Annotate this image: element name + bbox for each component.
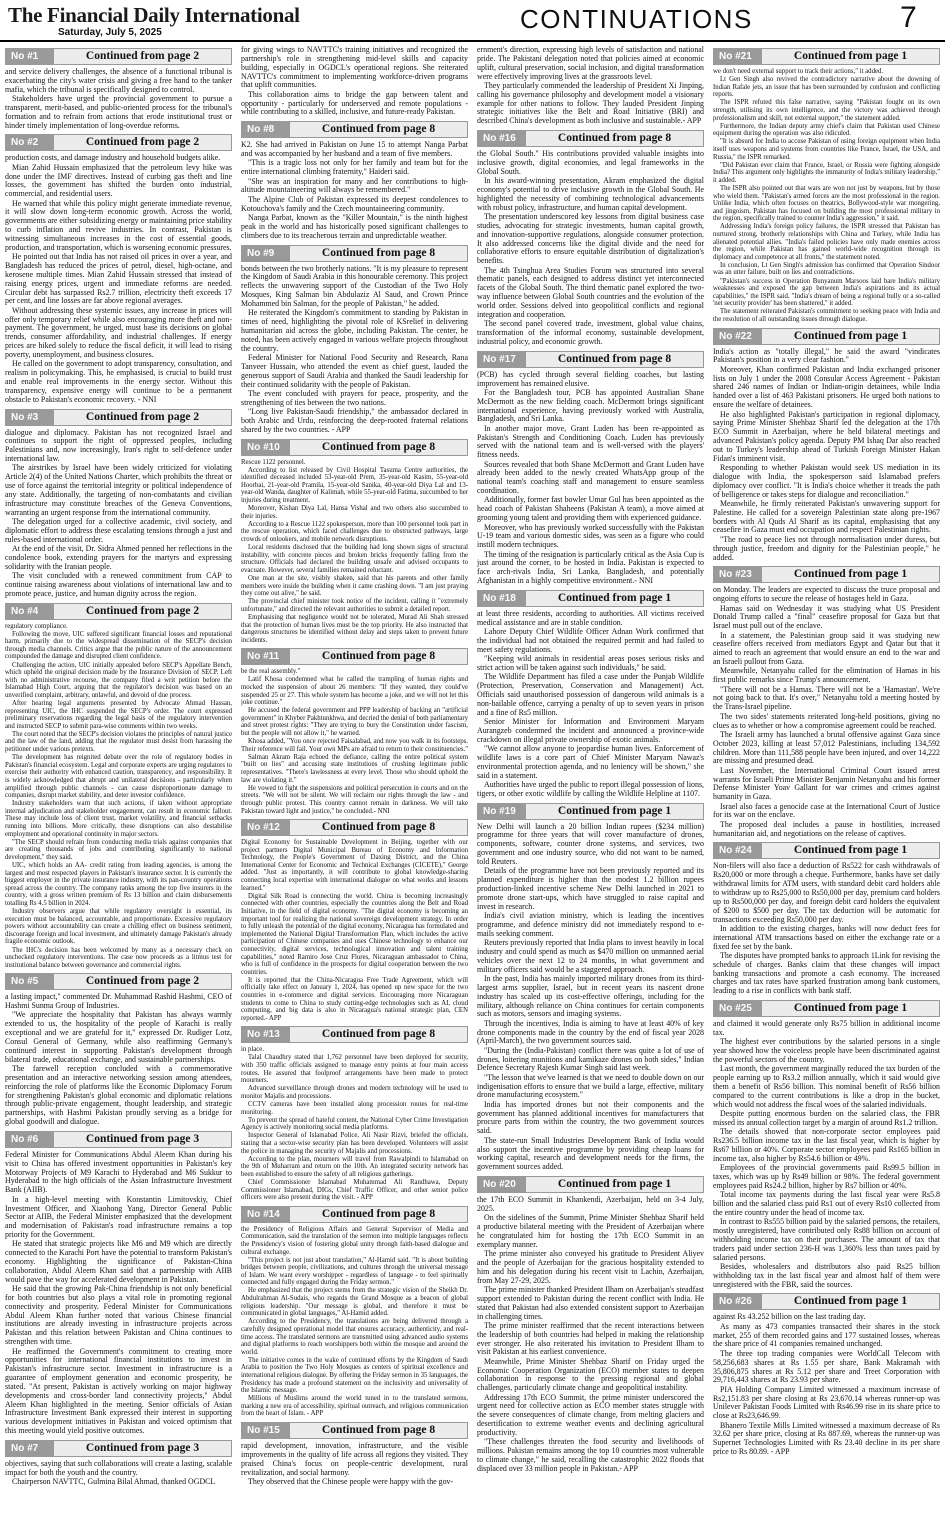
article-paragraph: They particularly commended the leadership of President Xi Jinping, calling his governance philosophy and development model a visionary example for other nations to follow. They lauded President Jinping strategic initiatives like the Belt and Road Initiative (BRI) and described China's development as both inclusive and sustainable.- APP (477, 80, 704, 126)
article-paragraph: Inspector General of Islamabad Police, Ali Nasir Rizvi, briefed the officials, stating that a sector-wise security plan has been developed. Volunteers will assist the police in managing the security of Majalis and processions. (241, 1132, 468, 1155)
continued-from-label: Continued from page 1 (762, 843, 939, 858)
article-paragraph: He reaffirmed the Government's commitment to creating more opportunities for international financial institutions to invest in Pakistan's infrastructure sector. Investment in infrastructure is a guarantee of employment generation and economic prosperity, he stated. "At present, Pakistan is actively working on major highway developments and cross-border land connectivity projects," Abdul Aleem Khan highlighted in the meeting. Senior officials of Asian Infrastructure Investment Bank expressed their interest in supporting various development initiatives in Pakistan and voiced optimism that this meeting would yield positive outcomes. (5, 1346, 232, 1436)
continuation-header (713, 842, 940, 859)
article-paragraph: After hearing legal arguments presented by Advocate Ahmad Hassan, representing UIC, the IHC suspended the SECP's order. The court expressed preliminary reservations regarding the legal basis of the regulatory intervention and instructed SECP to submit para-wise comments within two weeks. (5, 700, 232, 730)
continuation-article (477, 130, 704, 347)
article-paragraph: The development has reignited debate over the role of regulatory bodies in Pakistan's financial ecosystem. Legal and corporate experts are urging regulators to exercise their authority with enhanced caution, transparency, and responsibility. It is widely acknowledged that abrupt and unilateral decisions - particularly when amplified through public channels - can cause disproportionate damage to companies, disrupt market stability, and deter investor confidence. (5, 754, 232, 800)
article-paragraph: The statement reiterated Pakistan's commitment to seeking peace with India and the resolution of all outstanding issues through dialogue. (713, 308, 940, 323)
article-paragraph: be the real assembly." (241, 668, 301, 676)
article-paragraph: Furthermore, the Indian deputy army chief's claim that Pakistan used Chinese equipment during the operation was also ridiculed. (713, 122, 940, 138)
article-paragraph: Senior Minister for Information and Environment Maryam Aurangzeb condemned the incident and announced a province-wide crackdown on illegal private ownership of exotic animals. (477, 717, 704, 744)
article-paragraph: Despite putting enormous burden on the salaried class, the FBR missed its annual collection target by a margin of around Rs1.2 trillion. (713, 1109, 940, 1127)
continued-from-label: Continued from page 8 (526, 352, 703, 367)
article-paragraph: ernment's direction, expressing high levels of satisfaction and national pride. The Pakistani delegation noted that policies aimed at economic uplift, cultural preservation, social inclusion, and digital transformation were effectively improving lives at the grassroots level. (477, 46, 704, 81)
article-paragraph: "She was an inspiration for many and her contributions to high-altitude mountaineering will always be remembered." (241, 176, 468, 195)
article-paragraph: The initiative comes in the wake of continued efforts by the Kingdom of Saudi Arabia to position the Two Holy Mosques as centers of spiritual excellence and international religious dialogue. By offering the Friday sermon in 35 languages, the Presidency has made a profound statement on the inclusivity and universality of the Islamic message. (241, 1356, 468, 1395)
continuation-number: No #18 (478, 591, 526, 606)
article-paragraph: Besides, wholesalers and distributors also paid Rs25 billion withholding tax in the last fiscal year and almost half of them were unregistered with the FBR, said the sources. (713, 1261, 940, 1289)
article-paragraph: (PCB) has cycled through several fielding coaches, but lasting improvement has remained elusive. (477, 369, 704, 388)
continuation-header (713, 566, 940, 583)
continuation-article (241, 1422, 468, 1487)
article-paragraph: Industry observers argue that while regulatory oversight is essential, its execution must be balanced, accountable, and proportionate. Excessive regulatory powers without accountability can create a chilling effect on business sentiment, discourage foreign and local investment, and ultimately damage Pakistan's already fragile economic outlook. (5, 908, 232, 946)
article-paragraph: India's civil aviation ministry, which is leading the incentives programme, and defence ministry did not immediately respond to e-mails seeking comment. (477, 911, 704, 938)
article-paragraph: According to the Presidency, the translations are being delivered through a carefully designed operational model that ensures accuracy, authenticity, and real-time access. The translated sermons are transmitted using advanced audio systems and digital platforms to reach worshippers both within the mosque and around the world. (241, 1318, 468, 1356)
continued-from-label: Continued from page 8 (290, 649, 467, 664)
continuation-article (241, 46, 468, 117)
continued-from-label: Continued from page 2 (54, 410, 231, 425)
article-paragraph: Addressing 17th ECO Summit, the prime minister underscored the urgent need for collective action as ECO member states struggle with the severe consequences of climate change, from melting glaciers and desertification to extreme weather events and declining agricultural productivity. (477, 1392, 704, 1437)
article-paragraph: Salman Akram Raja echoed the defiance, calling the entire political system "built on lies" and accusing state institutions of crushing legitimate public representatives. "There's lawlessness at every level. Those who should uphold the law are violating it." (241, 753, 468, 784)
continuation-header (241, 245, 468, 262)
article-paragraph: Chief Commissioner Islamabad Muhammad Ali Randhawa, Deputy Commissioner Islamabad, DIGs, Chief Traffic Officer, and other senior police officers were also present during the visit. - APP (241, 1178, 468, 1202)
article-paragraph: Millions of Muslims around the world tuned in to the translated sermons, marking a new era of accessibility, spiritual outreach, and religious communication from the heart of Islam. - APP (241, 1395, 468, 1418)
article-paragraph: Khosa added, "You once rejected Faisalabad, and now you walk in its footsteps. Their reference will fail. Your own MPs are afraid to return to their constituencies." (241, 738, 468, 753)
article-paragraph: "We appreciate the hospitality that Pakistan has always warmly extended to us, the hospitality of the people of Karachi is really exceptional and we are grateful for it," expressed Dr. Rudiger Lotz, Consul General of Germany, while also reaffirming Germany's continued interest in supporting Pakistan's development through bilateral trade, educational exchange, and sustainable partnerships. (5, 1010, 232, 1064)
continuation-number: No #8 (242, 122, 290, 137)
article-paragraph: On the sidelines of the Summit, Prime Minister Shehbaz Sharif held a productive bilateral meeting with the President of Azerbaijan where he congratulated him for hosting the 17th ECO Summit in an exemplary manner. (477, 1213, 704, 1249)
article-paragraph: Mian Zahid Hussain emphasized that the petroleum levy hike was done under the IMF directives. Instead of curbing gas theft and line losses, the government has shifted the burden onto industrial, commercial, and residential users. (5, 162, 232, 199)
article-paragraph: "Long live Pakistan-Saudi friendship," the ambassador declared in both Arabic and Urdu, reinforcing the deep-rooted fraternal relations shared by the two countries. - APP (241, 407, 468, 434)
article-paragraph: Lahore Deputy Chief Wildlife Officer Adnan Work confirmed that the individual had not obtained the required permit and had failed to meet safety regulations. (477, 627, 704, 654)
continuation-article (241, 439, 468, 645)
continuation-number: No #15 (242, 1423, 290, 1438)
article-paragraph: dialogue and diplomacy. Pakistan has not recognized Israel and continues to support the right of oppressed peoples, including Palestinians and, now increasingly, Iran's right to self-defence under international law. (5, 427, 232, 464)
article-paragraph: The Wildlife Department has filed a case under the Punjab Wildlife (Protection, Preservation, Conservation and Management) Act. Officials said unauthorised possession of dangerous wild animals is a non-bailable offence, carrying a penalty of up to seven years in prison and a fine of Rs5 million. (477, 672, 704, 717)
article-paragraph: The Alpine Club of Pakistan expressed its deepest condolences to Kotouchova's family and the Czech mountaineering community. (241, 194, 468, 213)
article-paragraph: Moreover, who has previously worked successfully with the Pakistan U-19 team and various domestic sides, was seen as a figure who could instill modern techniques. (477, 522, 704, 550)
article-paragraph: Stakeholders have urged the provincial government to pursue a transparent, merit-based, and public-oriented process for the tribunal's formation and to refrain from actions that erode institutional trust or hinder timely implementation of long-overdue reforms. (5, 94, 232, 130)
continuation-number: No #12 (242, 820, 290, 835)
continued-from-label: Continued from page 8 (290, 246, 467, 261)
continuation-article (241, 819, 468, 1022)
article-paragraph: "The lesson that we've learned is that we need to double down on our indigenisation efforts to ensure that we build a large, effective, military drone manufacturing ecosystem." (477, 1072, 704, 1100)
article-paragraph: At the end of the visit, Dr. Sidra Ahmed penned her reflections in the condolence book, extending prayers for the martyrs and expressing solidarity with the Iranian people. (5, 544, 232, 571)
continued-from-label: Continued from page 3 (54, 1441, 231, 1456)
page-number: 7 (900, 1, 917, 34)
article-paragraph: Digital Silk Road is connecting the world. China is becoming increasingly connected with other countries, especially the countries along the Belt and Road Initiative, in the field of digital economy. "The digital economy is becoming an important tool for realizing the national sovereign development strategy. In order to fully unleash the potential of the digital economy, Nicaragua has formulated and implemented the National Digital Transformation Plan, which includes the active participation of Chinese companies and uses Chinese technology to enhance our connectivity, digital services, technological innovation and talent training capabilities," noted Ramiro Jose Cruz Flores, Nicaraguan ambassador to China, who is full of confidence in the prospects for digital cooperation between the two countries. (241, 892, 468, 976)
continuation-number: No #24 (714, 843, 762, 858)
article-paragraph: He said that the growing Pak-China friendship is not only beneficial for both countries but also plays a vital role in promoting regional connectivity and prosperity. Federal Minister for Communications Abdul Aleem Khan further noted that various Chinese financial institutions are already investing in infrastructure projects across Pakistan and this relation between Pakistan and China continues to strengthen with time. (5, 1284, 232, 1347)
continuation-article (5, 603, 232, 970)
continuation-header (713, 1000, 940, 1017)
article-paragraph: Employees of the provincial governments paid Rs99.5 billion in taxes, which was up by Rs49 billion or 98%. The federal government employees paid Rs24.2 billion, higher by Rs7 billion or 40%. (713, 1163, 940, 1190)
continuation-number: No #7 (6, 1441, 54, 1456)
article-paragraph: Hamas said on Wednesday it was studying what US President Donald Trump called a "final" ceasefire proposal for Gaza but that Israel must pull out of the enclave. (713, 603, 940, 631)
continuation-header (477, 590, 704, 607)
article-paragraph: He pointed out that India has not raised oil prices in over a year, and Bangladesh has reduced the prices of petrol, diesel, high-octane, and kerosene multiple times. Mian Zahid Hussain stressed that instead of raising energy prices, urgent and immediate reforms are needed. Circular debt has surpassed Rs2.7 trillion, electricity theft exceeds 17 per cent, and line losses are far above regional averages. (5, 252, 232, 306)
continuation-header (5, 409, 232, 426)
article-paragraph: rapid development, innovation, infrastructure, and the visible improvements in the quality of life across all regions they visited. They praised China's focus on people-centric development, rural revitalization, and social harmony. (241, 1441, 468, 1477)
article-paragraph: objectives, saying that such collaborations will create a lasting, scalable impact for both the youth and the country. (5, 1458, 232, 1477)
article-paragraph: Without addressing these systemic issues, any increase in prices will offer only temporary relief while also encouraging more theft and non-payment. The government, he urged, must base its decisions on global trends, consumer affordability, and industrial challenges. If energy prices are hiked solely to reduce the fiscal deficit, it will lead to rising poverty, unemployment, and business closures. (5, 305, 232, 359)
continuation-header (713, 48, 940, 65)
continuation-article (477, 1176, 704, 1474)
article-paragraph: In addition to the existing charges, banks will now deduct fees for international ATM transactions based on either the exchange rate or a fixed fee set by the bank. (713, 923, 940, 951)
article-paragraph: UIC, which holds an AA- credit rating from leading agencies, is among the largest and most respected players in Pakistan's insurance sector. It is currently the biggest employer in the private insurance industry, with its pan-country operations spread across the country. The company ranks among the top five insurers in the country, with a gross written premium of Rs 13 billion and claim disbursements totalling Rs 4.5 billion in 2024. (5, 861, 232, 907)
continuation-number: No #14 (242, 1207, 290, 1222)
article-paragraph: One man at the site, visibly shaken, said that his parents and other family members were inside the building when it came crashing down. "I am just praying they come out alive," he said. (241, 574, 468, 598)
continued-from-label: Continued from page 1 (762, 1294, 939, 1309)
continued-from-label: Continued from page 8 (290, 440, 467, 455)
article-paragraph: PIA Holding Company Limited witnessed a maximum increase of Rs2,151.83 per share closing at Rs 23,670.14 whereas runner-up was Unilever Pakistan Foods Limited with Rs46.99 rise in its share price to close at Rs23,646.99. (713, 1384, 940, 1421)
article-paragraph: "It is absurd for India to accuse Pakistan of using foreign equipment when India itself uses weapons and systems from countries like France, Israel, the USA, and Russia," the ISPR remarked. (713, 138, 940, 161)
article-paragraph: Digital Economy for Sustainable Development in Beijing, together with our project partners Digital Municipal Bureau of Economy and Information Technology, the People's Government of Daxing District, and the China International Center for Economic and Technical Exchanges (CICETE)," George added. "Just as importantly, it will contribute to global knowledge-sharing connecting local expertise with international dialogue on what works and lessons learned." (241, 839, 468, 892)
article-paragraph: The ISPR refuted this false narrative, saying "Pakistan fought on its own strength, utilising its own intelligence, and the victory was achieved through professionalism and skill, not external support," the statement added. (713, 99, 940, 122)
continuation-number: No #19 (478, 804, 526, 819)
article-paragraph: Details of the programme have not been previously reported and its planned expenditure is higher than the modest 1.2 billion rupees production-linked incentive scheme New Delhi launched in 2021 to promote drone start-ups, which have struggled to raise capital and invest in research. (477, 866, 704, 911)
newspaper-logo: The Financial Daily International (8, 3, 300, 27)
continuation-header (5, 134, 232, 151)
article-paragraph: The event concluded with prayers for peace, prosperity, and the strengthening of ties between the two nations. (241, 388, 468, 407)
continuation-header (241, 819, 468, 836)
article-paragraph: Industry stakeholders warn that such actions, if taken without appropriate internal adjudication and stakeholder engagement, can result in economic fallout. These may include loss of client trust, market volatility, and financial setbacks running into billions. More critically, these disruptions can also destabilise employment and operational continuity in major sectors. (5, 800, 232, 838)
article-paragraph: It is reported that the China-Nicaragua Free Trade Agreement, which will officially take effect on January 1, 2024, has opened up new space for the two countries in e-commerce and digital services. Encouraging more Nicaraguan students to come to China to study cutting-edge technologies such as AI, cloud computing, and big data is also in Nicaragua's national strategic plan, CEN reported.- APP (241, 976, 468, 1022)
continuation-number: No #20 (478, 1177, 526, 1192)
continuation-article (713, 566, 940, 838)
article-paragraph: India has imported drones but not their components and the government has planned additional incentives for manufacturers that procure parts from within the country, the two government sources said. (477, 1099, 704, 1136)
article-paragraph: In his award-winning presentation, Akram emphasized the digital economy's potential to drive inclusive growth in the Global South. He highlighted the necessity of combining technological advancements with robust policy, infrastructure, and human capital development. (477, 176, 704, 212)
continued-from-label: Continued from page 8 (290, 1423, 467, 1438)
article-paragraph: against Rs 43.252 billion on the last trading day. (713, 1312, 866, 1322)
article-paragraph: In a statement, the Palestinian group said it was studying new ceasefire offers received from mediators Egypt and Qatar but that it aimed to reach an agreement that would ensure an end to the war and an Israeli pullout from Gaza. (713, 630, 940, 667)
continuation-number: No #22 (714, 329, 762, 344)
article-paragraph: Chairperson NAVTTC, Gulmina Bilal Ahmad, thanked OGDCL (12, 1477, 216, 1487)
continuation-article (241, 1206, 468, 1418)
continuation-article (5, 1440, 232, 1487)
continuation-article (477, 803, 704, 1172)
article-paragraph: In the past, India has mainly imported military drones from its third-largest arms supplier, Israel, but in recent years its nascent drone industry has scaled up its cost-effective offerings, including for the military, although reliance on China continues for certain components such as motors, sensors and imaging systems. (477, 973, 704, 1019)
continued-from-label: Continued from page 2 (54, 604, 231, 619)
continued-from-label: Continued from page 3 (54, 1132, 231, 1147)
article-paragraph: The 4th Tsinghua Area Studies Forum was structured into several thematic panels, each designed to address distinct yet interconnected facets of the Global South. The third thematic panel explored the two-way influence between Global South countries and the evolution of the world order. Sessions delved into geopolitical conflicts and regional integration and cooperation. (477, 265, 704, 319)
continuation-number: No #2 (6, 135, 54, 150)
continuation-number: No #3 (6, 410, 54, 425)
article-paragraph: regulatory compliance. (5, 622, 68, 630)
continuation-number: No #5 (6, 974, 54, 989)
continuation-header (241, 439, 468, 456)
continuation-header (5, 603, 232, 620)
continuation-article (5, 134, 232, 404)
article-paragraph: According to the plan, mourners will travel from Rawalpindi to Islamabad on the 9th of Muharram and return on the 10th. An integrated security network has been established to ensure the safety of all religious gatherings. (241, 1155, 468, 1178)
article-paragraph: Last November, the International Criminal Court issued arrest warrants for Israeli Prime Minister Benjamin Netanyahu and his former Defense Minister Yoav Gallant for war crimes and crimes against humanity in Gaza. (713, 765, 940, 802)
continuation-number: No #23 (714, 567, 762, 582)
continuation-header (5, 1131, 232, 1148)
article-paragraph: K2. She had arrived in Pakistan on June 15 to attempt Nanga Parbat and was accompanied by her husband and a team of five members. (241, 140, 468, 159)
article-paragraph: The second panel covered trade, investment, global value chains, transformation of the informal economy, sustainable development, industrial policy, and economic growth. (477, 319, 704, 346)
article-paragraph: Talal Chaudhry stated that 1,762 personnel have been deployed for security, with 350 traffic officials assigned to manage entry points at four main access routes. He assured that foolproof arrangements have been made to protect mourners. (241, 1054, 468, 1085)
article-paragraph: Nanga Parbat, known as the "Killer Mountain," is the ninth highest peak in the world and has historically posed significant challenges to climbers due to its treacherous terrain and unpredictable weather. (241, 213, 468, 240)
continuation-article (5, 48, 232, 130)
article-paragraph: He called on the government to adopt transparency, consultation, and realism in policymaking. This, he emphasised, is crucial to build trust and enable real improvements in the energy sector. Without this transparency, expensive energy will continue to be a permanent obstacle to Pakistan's economic recovery. - NNI (5, 359, 232, 404)
article-paragraph: The Israeli army has launched a brutal offensive against Gaza since October 2023, killing at least 57,012 Palestinians, including 134,592 children. More than 111,588 people have been injured, and over 14,222 are missing and presumed dead. (713, 729, 940, 766)
continuation-number: No #25 (714, 1001, 762, 1016)
article-paragraph: Bhanero Textile Mills Limited witnessed a maximum decrease of Rs 32.62 per share price, closing at Rs 887.69, whereas the runner-up was Supernet Technologies Limited with Rs 23.40 decline in its per share price to Rs 80.89. - APP (713, 1420, 940, 1457)
article-paragraph: The prime minister also conveyed his gratitude to President Aliyev and the people of Azerbaijan for the gracious hospitality extended to him and his delegation during his recent visit to Lachin, Azerbaijan, from May 27-29, 2025. (477, 1249, 704, 1285)
article-paragraph: "The road to peace lies not through normalisation under duress, but through justice, freedom and dignity for the Palestinian people," he added. (713, 534, 940, 562)
article-paragraph: the Global South." His contributions provided valuable insights into inclusive growth, digital economies, and legal frameworks in the Global South. (477, 149, 704, 176)
article-paragraph: The two sides' statements reiterated long-held positions, giving no clues as to whether or how a compromise agreement could be reached. (713, 711, 940, 730)
article-paragraph: The prime minister thanked President Ilham on Azerbaijan's steadfast support extended to Pakistan during the recent conflict with India. He stated that Pakistan had also extended consistent support to Azerbaijan in challenging times. (477, 1284, 704, 1321)
article-paragraph: "We cannot allow anyone to jeopardise human lives. Enforcement of wildlife laws is a core part of Chief Minister Maryam Nawaz's environmental protection agenda, and no leniency will be shown," she said in a statement. (477, 744, 704, 780)
article-paragraph: To prevent the spread of hateful content, the National Cyber Crime Investigation Agency is actively monitoring social media platforms. (241, 1116, 468, 1132)
continuation-header (241, 1026, 468, 1043)
continuation-header (241, 1422, 468, 1439)
article-paragraph: Following the move, UIC suffered significant financial losses and reputational harm, primarily due to the widespread dissemination of the SECP's decision through media channels. Critics argue that the public nature of the announcement compounded the damage and disrupted client confidence. (5, 630, 232, 661)
article-paragraph: Meanwhile, Netanyahu called for the elimination of Hamas in his first public remarks since Trump's announcement. (713, 666, 940, 685)
article-paragraph: According to a Rescue 1122 spokesperson, more than 100 personnel took part in the rescue operation, which faced challenges due to obstructed pathways, large crowds of onlookers, and mobile network disruptions. (241, 520, 468, 543)
news-column (5, 46, 232, 1524)
article-paragraph: The IHC's decision has been welcomed by many as a necessary check on unchecked regulatory interventions. The case now proceeds as a litmus test for institutional balance between governance and commercial rights. (5, 946, 232, 969)
article-paragraph: Moreover, Khan confirmed Pakistan and India exchanged prisoner lists on July 1 under the 2008 Consular Access Agreement - Pakistan shared 246 names of Indian or Indian-origin detainees, while India handed over a list of 463 Pakistani prisoners. He urged both nations to ensure the welfare of detainees. (713, 364, 940, 410)
continuation-number: No #10 (242, 440, 290, 455)
article-paragraph: He reiterated the Kingdom's commitment to standing by Pakistan in times of need, highlighting the pivotal role of KSrelief in delivering humanitarian aid across the globe, including Pakistan. The center, he noted, has been actively engaged in various welfare projects throughout the country. (241, 308, 468, 353)
continuation-header (241, 648, 468, 665)
continuation-header (713, 1293, 940, 1310)
continuation-number: No #1 (6, 49, 54, 64)
article-paragraph: "During the (India-Pakistan) conflict there was quite a lot of use of drones, loitering munitions and kamikaze drones on both sides," Indian Defence Secretary Rajesh Kumar Singh said last week. (477, 1045, 704, 1073)
article-paragraph: Non-filers will also face a deduction of Rs522 for cash withdrawals of Rs20,000 or more through a cheque. Furthermore, banks have set daily withdrawal limits for ATM users, with standard debit card holders able to withdraw up to Rs25,000 to Rs50,000 per day, premium card holders up to Rs500,000 per day, and foreign debit card holders the equivalent of $200 to $500 per day. The tax deduction will be automatic for transactions exceeding Rs50,000 per day. (713, 861, 940, 924)
article-paragraph: in place. (241, 1046, 265, 1054)
continued-from-label: Continued from page 8 (290, 1027, 467, 1042)
continuation-article (241, 1026, 468, 1201)
continuation-header (5, 973, 232, 990)
article-paragraph: The details showed that non-corporate sector employees paid Rs236.5 billion income tax in the last fiscal year, which is higher by Rs67 billion or 40%. Corporate sector employees paid Rs165 billion in income tax, also higher by Rs54.6 billion or 49%. (713, 1127, 940, 1163)
continued-from-label: Continued from page 2 (54, 49, 231, 64)
continuation-article (713, 842, 940, 996)
article-paragraph: a lasting impact," commented Dr. Muhammad Rashid Hashmi, CEO of Hashmi Sunma Group of Industries. (5, 992, 232, 1011)
continuation-article (5, 1131, 232, 1436)
article-paragraph: The state-run Small Industries Development Bank of India would also support the incentive programme by providing cheap loans for working capital, research and development needs for the firms, the government sources added. (477, 1135, 704, 1172)
article-paragraph: He vowed to fight the suspensions and political persecution in courts and on the streets. "We will not be silent. We will reclaim our rights through the law - and through public protest. This country cannot remain in darkness. We will take Pakistan toward light and justice," he concluded.- NNI (241, 784, 468, 815)
article-paragraph: In another major move, Grant Luden has been re-appointed as Pakistan's Strength and Conditioning Coach. Luden has previously served with the national team and is well-versed with the players' fitness needs. (477, 423, 704, 460)
continuation-article (5, 973, 232, 1127)
article-paragraph: New Delhi will launch a 20 billion Indian rupees ($234 million) programme for three years that will cover manufacture of drones, components, software, counter drone systems, and services, two government and one industry source, who did not want to be named, told Reuters. (477, 821, 704, 866)
continuation-article (5, 409, 232, 599)
article-paragraph: The provincial chief minister took notice of the incident, calling it "extremely unfortunate," and directed the relevant authorities to submit a detailed report. (241, 598, 468, 613)
article-paragraph: He also highlighted Pakistan's participation in regional diplomacy, saying Prime Minister Shehbaz Sharif led the delegation at the 17th ECO Summit in Azerbaijan, where he held bilateral meetings and advanced Pakistan's policy agenda. Deputy PM Ishaq Dar also reached out to Turkey's leadership ahead of Turkish Foreign Minister Hakan Fidan's imminent visit. (713, 409, 940, 463)
continuation-number: No #13 (242, 1027, 290, 1042)
continued-from-label: Continued from page 1 (762, 1001, 939, 1016)
article-paragraph: The airstrikes by Israel have been widely criticized for violating Article 2(4) of the United Nations Charter, which prohibits the threat or use of force against the territorial integrity or political independence of any state. Additionally, the targeting of non-combatants and civilian infrastructure may constitute breaches of the Geneva Conventions, warranting an urgent response from the international community. (5, 463, 232, 517)
continuation-article (713, 1293, 940, 1457)
article-paragraph: The visit concluded with a renewed commitment from CAP to continue raising awareness about violations of international law and to promote peace, justice, and human dignity across the region. (5, 571, 232, 598)
article-paragraph: and claimed it would generate only Rs75 billion in additional income tax. (713, 1019, 940, 1037)
continuation-number: No #17 (478, 352, 526, 367)
article-paragraph: The delegation urged for a collective academic, civil society, and diplomatic effort to address these escalating tensions through a just and rules-based international order. (5, 516, 232, 544)
article-paragraph: "Did Pakistan ever claim that France, Israel, or Russia were fighting alongside India? This argument only highlights the immaturity of India's military leadership," it added. (713, 161, 940, 184)
article-paragraph: Meanwhile, he firmly reiterated Pakistan's unwavering support for Palestine. He called for a sovereign Palestinian state along pre-1967 borders with Al Quds Al Sharif as its capital, emphasising that any ceasefire in Gaza must end occupation and respect Palestinian rights. (713, 498, 940, 535)
article-paragraph: Responding to whether Pakistan would seek US mediation in its dialogue with India, the spokesperson said Islamabad prefers diplomacy over conflict. "It is India's choice whether it treads the path of belligerence or takes steps for dialogue and reconciliation." (713, 463, 940, 499)
continuation-header (241, 121, 468, 138)
continuation-article (713, 48, 940, 324)
article-paragraph: "Pakistan's success in Operation Bunyanum Marsoos laid bare India's military weaknesses and exposed the gap between India's aspirations and its actual capabilities," the ISPR said. "India's dream of being a regional bully or a so-called 'net security provider' has been shattered," it added. (713, 277, 940, 308)
continuation-header (5, 48, 232, 65)
continuation-number: No #21 (714, 49, 762, 64)
news-column (241, 46, 468, 1524)
continued-from-label: Continued from page 8 (290, 122, 467, 137)
article-paragraph: This collaboration aims to bridge the gap between talent and opportunity - particularly for underserved and remote populations - while contributing to a skilled, inclusive, and future-ready Pakistan. (241, 89, 468, 117)
article-paragraph: "This project is not just about translation," Al-Hamid said. "It is about building bridges between people, civilizations, and cultures through the universal message of Islam. We want every worshipper - regardless of language - to feel spiritually connected and fully engaged during the Friday sermon." (241, 1256, 468, 1287)
continuation-header (241, 1206, 468, 1223)
article-paragraph: CCTV cameras have been installed along procession routes for real-time monitoring. (241, 1101, 468, 1116)
article-paragraph: at least three residents, according to authorities. All victims received medical assistance and are in stable condition. (477, 608, 704, 627)
continued-from-label: Continued from page 1 (762, 567, 939, 582)
article-paragraph: "There will not be a Hamas. There will not be a 'Hamastan'. We're not going back to that. It's over," Netanyahu told a meeting hosted by the Trans-Israel pipeline. (713, 684, 940, 712)
continued-from-label: Continued from page 8 (290, 820, 467, 835)
article-paragraph: Meanwhile, Prime Minister Shehbaz Sharif on Friday urged the Economic Cooperation Organization (ECO) member states to deepen collaboration in response to the pressing regional and global challenges, particularly climate change and geopolitical instability. (477, 1356, 704, 1393)
article-paragraph: He warned that while this policy might generate immediate revenue, it will slow down long-term economic growth. Across the world, governments are either subsidizing energy or maintaining price stability to curb inflation and revive industries. In contrast, Pakistan is witnessing simultaneous increases in the cost of essential goods, production, and transportation, which is worsening economic pressures. (5, 198, 232, 252)
continuation-article (477, 46, 704, 126)
article-paragraph: "This is a tragic loss not only for her family and team but for the entire international climbing fraternity," Haideri said. (241, 158, 468, 177)
article-paragraph: The farewell reception concluded with a commemorative presentation and an interactive networking session among attendees, reinforcing the role of platforms like the Economic Diplomacy Forum for strengthening Pakistan's global economic and diplomatic relations through public-private engagement, thought leadership, and strategic partnerships, with Hashmi Pakistan proudly serving as a bridge for global goodwill and dialogue. (5, 1064, 232, 1127)
continuation-number: No #16 (478, 131, 526, 146)
continued-from-label: Continued from page 1 (762, 49, 939, 64)
article-paragraph: the Presidency of Religious Affairs and General Supervisor of Media and Communication, said the translation of the sermon into multiple languages reflects the Presidency's vision of fostering global unity through faith-based dialogue and cultural exchange. (241, 1225, 468, 1256)
continued-from-label: Continued from page 8 (290, 1207, 467, 1222)
article-paragraph: For the Bangladesh tour, PCB has appointed Australian Shane McDermott as the new fielding coach. McDermott brings significant international experience, having previously worked with Australia, Bangladesh, and Sri Lanka. (477, 387, 704, 424)
continuation-header (5, 1440, 232, 1457)
article-paragraph: He stated that strategic projects like M6 and M9 which are directly connected to the Karachi Port have the potential to transform Pakistan's economy. Highlighting the significance of Pakistan-China collaboration, Abdul Aleem Khan said that a partnership with AIIB would pave the way for accelerated development in Pakistan. (5, 1239, 232, 1284)
article-paragraph: Moreover, Kishan Diya Lal, Hansa Vishal and two others also succumbed to their injuries. (241, 505, 468, 520)
continued-from-label: Continued from page 2 (54, 974, 231, 989)
article-paragraph: Israel also faces a genocide case at the International Court of Justice for its war on the enclave. (713, 801, 940, 820)
news-column (477, 46, 704, 1524)
article-paragraph: Authorities have urged the public to report illegal possession of lions, tigers, or other exotic wildlife by calling the Wildlife Helpline at 1107. (477, 779, 704, 798)
article-paragraph: The highest ever contributions by the salaried persons in a single year showed how the voiceless people have been discriminated against the powerful sectors of the country. (713, 1037, 940, 1064)
article-paragraph: Federal Minister for Communications Abdul Aleem Khan during his visit to China has offered investment opportunities in Pakistan's key Motorway Projects of M9 Karachi to Hyderabad and M6 Sukkur to Hyderabad to the high officials of the Asian Infrastructure Investment Bank (AIIB). (5, 1149, 232, 1195)
article-paragraph: The disputes have prompted banks to approach 1Link for revising the schedule of charges. Banks claim that these changes will impact banking transactions and promote a cash economy. The increased charges and tax rates have sparked frustration among bank customers, leading to a rise in conflicts with bank staff. (713, 950, 940, 996)
article-paragraph: Rescue 1122 personnel. (241, 458, 306, 466)
continuation-number: No #6 (6, 1132, 54, 1147)
continuation-header (477, 1176, 704, 1193)
article-paragraph: Advanced surveillance through drones and modern technology will be used to monitor Majalis and processions. (241, 1085, 468, 1100)
article-paragraph: "These challenges threaten the food security and livelihoods of millions. Pakistan remains among the top 10 countries most vulnerable to climate change," he said, recalling the catastrophic 2022 floods that displaced over 33 million people in Pakistan.- APP (477, 1437, 704, 1473)
continued-from-label: Continued from page 1 (762, 329, 939, 344)
article-paragraph: He accused the federal government and PPP leadership of backing an "artificial government" in Khyber Pakhtunkhwa, and decried the denial of both parliamentary and street protest rights: "They are trying to bury the Constitution under fascism, but the people will not allow it," he warned. (241, 707, 468, 738)
article-paragraph: Through the incentives, India is aiming to have at least 40% of key drone components made in the country by the end of fiscal year 2028 (April-March), the two government sources said. (477, 1018, 704, 1046)
article-paragraph: Addressing India's foreign policy failures, the ISPR stressed that Pakistan has nurtured strong, brotherly relationships with China and Turkey, while India has alienated potential allies. "India's failed policies have only made enemies across the region, while Pakistan has gained world-wide recognition through its diplomacy and competence at all fronts," the statement noted. (713, 223, 940, 261)
article-paragraph: The three top trading companies were WorldCall Telecom with 58,256,683 shares at Rs 1.55 per share, Bank Makramah with 35,806,875 shares at Rs 5.12 per share and Treet Corporation with 29,716,443 shares at Rs 23.93 per share. (713, 1348, 940, 1385)
continuation-article (713, 328, 940, 563)
continuation-number: No #11 (242, 649, 290, 664)
article-paragraph: Last month, the government marginally reduced the tax burden of the people earning up to Rs3.2 million annually, which it said would give them a benefit of Rs56 billion. This nominal benefit of Rs56 billion compared to the current contributions is like a drop in the bucket, which would not address the fiscal woes of the salaried individuals. (713, 1064, 940, 1109)
article-paragraph: They observed that the Chinese people were happy with the gov- (248, 1476, 454, 1486)
news-column (713, 46, 940, 1524)
continued-from-label: Continued from page 2 (54, 135, 231, 150)
article-paragraph: In a high-level meeting with Konstantin Limitovskiy, Chief Investment Officer, and Xiaohong Yang, Director General Public Sector at AIIB, the Federal Minister emphasized that the development and modernisation of Pakistan's road infrastructure remains a top priority for the Government. (5, 1194, 232, 1240)
continuation-number: No #26 (714, 1294, 762, 1309)
continuation-header (477, 130, 704, 147)
article-paragraph: He emphasized that the project stems from the strategic vision of the Sheikh Dr. Abdulrahman Al-Sudais, who regards the Grand Mosque as a beacon of global religious leadership. "Our message is global, and therefore it must be communicated in global languages," Al-Hamid added. (241, 1287, 468, 1318)
article-paragraph: The court noted that the SECP's decision violates the principles of natural justice and the law of the land, adding that the regulator must desist from harassing the petitioner under various pretexts. (5, 730, 232, 754)
article-paragraph: The prime minister reaffirmed that the recent interactions between the leadership of both countries had helped in making the relationship ever stronger. He also reiterated his invitation to President Ilham to visit Pakistan at his earliest convenience. (477, 1320, 704, 1357)
article-paragraph: we don't need external support to track their actions," it added. (713, 68, 884, 75)
continuation-article (241, 648, 468, 815)
continued-from-label: Continued from page 1 (526, 1177, 703, 1192)
continuation-header (713, 328, 940, 345)
article-paragraph: Local residents disclosed that the building had long shown signs of structural instability, with concrete pieces and broken bricks frequently falling from the structure. Officials had declared the building unsafe and advised occupants to evacuate. However, several families remained reluctant. (241, 544, 468, 574)
article-paragraph: The proposed deal includes a pause in hostilities, increased humanitarian aid, and negotiations on the release of captives. (713, 819, 940, 838)
article-paragraph: In conclusion, Lt Gen Singh's admission has confirmed that Operation Sindoor was an utter failure, built on lies and contradictions. (713, 261, 940, 277)
continuation-article (477, 351, 704, 586)
continued-from-label: Continued from page 1 (526, 591, 703, 606)
article-paragraph: India's action as "totally illegal," he said the award "vindicates Pakistan's position in a very clear fashion." (713, 346, 940, 365)
article-paragraph: "Keeping wild animals in residential areas poses serious risks and strict action will be taken against such individuals," he said. (477, 654, 704, 672)
article-paragraph: Challenging the action, UIC initially appealed before SECP's Appellate Bench, which upheld the original decision made by the Insurance Division of SECP. Left with no administrative recourse, the company filed a writ petition before the Islamabad High Court, arguing that the regulator's decision was based on an unverified complaint, arbitrary, unlawful, and devoid of due process. (5, 661, 232, 699)
section-title: CONTINUATIONS (520, 4, 753, 34)
continued-from-label: Continued from page 8 (526, 131, 703, 146)
article-paragraph: for giving wings to NAVTTC's training initiatives and recognized the partnership's role in strengthening mid-level skills and capacity building, especially in OGDCL's operational regions. She reiterated NAVTTC's commitment to implementing workforce-driven programs that uplift communities. (241, 46, 468, 90)
continuation-number: No #4 (6, 604, 54, 619)
continuation-article (477, 590, 704, 799)
article-paragraph: on Monday. The leaders are expected to discuss the truce proposal and ongoing efforts to secure the release of hostages held in Gaza. (713, 585, 940, 604)
article-columns (5, 46, 940, 1524)
continuation-article (241, 245, 468, 435)
article-paragraph: Reuters previously reported that India plans to invest heavily in local industry and could spend as much as $470 million on unmanned aerial vehicles over the next 12 to 24 months, in what government and military officers said would be a staggered approach. (477, 938, 704, 974)
article-paragraph: As many as 473 companies transacted their shares in the stock market, 255 of them recorded gains and 177 sustained losses, whereas the share price of 41 companies remained unchanged. (713, 1321, 940, 1349)
issue-date: Saturday, July 5, 2025 (58, 27, 162, 38)
article-paragraph: The timing of the resignation is particularly critical as the Asia Cup is just around the corner, to be hosted in India. Pakistan is expected to face arch-rivals India, Sri Lanka, Bangladesh, and potentially Afghanistan in a highly competitive environment.- NNI (477, 549, 704, 586)
article-paragraph: Emphasising that negligence would not be tolerated, Murad Ali Shah stressed that the protection of human lives must be the top priority. He also instructed that dangerous structures be identified without delay and steps taken to prevent future incidents. (241, 613, 468, 644)
article-paragraph: The presentation underscored key lessons from digital business case studies, advocating for strategic investments, human capital growth, and innovation-supportive regulations, alongside consumer protection. It also addressed concerns like the digital divide and the need for collaborative efforts to ensure equitable distribution of digitalization's benefits. (477, 212, 704, 266)
article-paragraph: Federal Minister for National Food Security and Research, Rana Tanveer Hussain, who attended the event as chief guest, lauded the generous support of Saudi Arabia and thanked the Saudi leadership for their continued solidarity with the people of Pakistan. (241, 352, 468, 389)
article-paragraph: and service delivery challenges, the absence of a functional tribunal is exacerbating the city's water crisis and giving a free hand to the tanker mafia, which the tribunal is specifically designed to control. (5, 67, 232, 94)
article-paragraph: Lt Gen Singh also revived the contradictory narrative about the downing of Indian Rafale jets, an issue that has been surrounded by confusion and conflicting reports. (713, 76, 940, 99)
article-paragraph: The ISPR also pointed out that wars are won not just by weapons, but by those who wield them. "Pakistan's armed forces are the most professional in the region. Unlike India, which often focuses on theatrics, Bollywood-style war mongering, and jingoism, Pakistan has focused on building the most professional military in the region, specifically trained to counter India's aggression," it said. (713, 184, 940, 223)
article-paragraph: Latif Khosa condemned what he called the trampling of human rights and mocked the suspension of about 26 members: "If they wanted, they could've suspended 25 or 27. This whole system has become a joke, and we will not let this joke continue." (241, 676, 468, 707)
article-paragraph: According to list released by Civil Hospital Tasuma Centre authorities, the identified deceased included 53-year-old Prem, 35-year-old Kasim, 55-year-old Hoorbai, 21-year-old Pramila, 15-year-old Sanika, 40-year-old Diya Lal and 13-year-old Wanda, daughter of Kalimah, while 55-year-old Fatima, succumbed to her injuries during treatment. (241, 466, 468, 505)
article-paragraph: Sources revealed that both Shane McDermott and Grant Luden have already been added to the newly created WhatsApp group of the national team's coaching staff and management to ensure seamless coordination. (477, 459, 704, 496)
article-paragraph: bonds between the two brotherly nations. "It is my pleasure to represent the Kingdom of Saudi Arabia in this honourable ceremony. This project reflects the unwavering support of the Custodian of the Two Holy Mosques, King Salman bin Abdulaziz Al Saud, and Crown Prince Mohammed bin Salman, for the people of Pakistan," he added. (241, 263, 468, 308)
continuation-header (477, 351, 704, 368)
continuation-header (477, 803, 704, 820)
continued-from-label: Continued from page 1 (526, 804, 703, 819)
continuation-number: No #9 (242, 246, 290, 261)
article-paragraph: the 17th ECO Summit in Khankendi, Azerbaijan, held on 3-4 July, 2025. (477, 1195, 704, 1213)
article-paragraph: "The SECP should refrain from conducting media trials against companies that are creating thousands of jobs and contributing significantly to national development," they said. (5, 838, 232, 861)
masthead (0, 0, 945, 42)
article-paragraph: production costs, and damage industry and household budgets alike. (5, 153, 221, 163)
article-paragraph: Additionally, former fast bowler Umar Gul has been appointed as the head coach of Pakistan Shaheens (Pakistan A team), a move aimed at grooming young talent and providing them with experienced guidance. (477, 495, 704, 523)
continuation-article (713, 1000, 940, 1289)
article-paragraph: Total income tax payments during the last fiscal year were Rs5.8 billion and the salaried class paid Rs1 out of every Rs10 collected from the entire country under the head of income tax. (713, 1190, 940, 1217)
continuation-article (241, 121, 468, 240)
article-paragraph: In contrast to Rs555 billion paid by the salaried persons, the retailers, mostly unregistered, have contributed only Rs88 billion on account of withholding income tax on their purchases. The amount of tax that traders paid under section 236-H was 1,360% less than taxes paid by salaried persons. (713, 1217, 940, 1262)
